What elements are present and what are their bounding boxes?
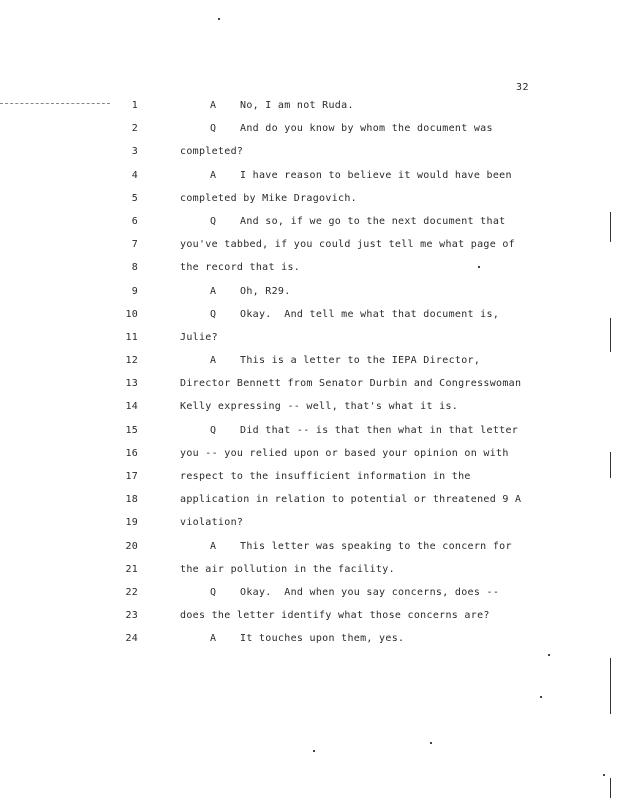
transcript-line [180,349,520,372]
scan-speck [610,240,611,242]
transcript-line [180,210,520,233]
transcript-line [180,164,520,187]
line-text: Kelly expressing -- well, that's what it is. [180,401,459,413]
line-number: 13 [125,378,138,390]
speaker-label: Q [210,308,217,320]
transcript-line [180,233,520,256]
line-number: 6 [131,215,138,227]
line-number-column [112,94,138,651]
transcript-line [180,535,520,558]
line-text: the air pollution in the facility. [180,563,395,575]
speaker-label: A [210,169,217,181]
speaker-label: Q [210,424,217,436]
line-number: 24 [125,633,138,645]
transcript-line [180,187,520,210]
line-text: Julie? [180,331,218,343]
speaker-label: A [210,100,217,111]
transcript-line [180,558,520,581]
line-number: 14 [125,401,138,413]
line-number: 9 [131,285,138,297]
speaker-label: A [210,285,217,297]
line-text: Okay. And when you say concerns, does -- [240,586,500,598]
line-text: Did that -- is that then what in that letter [240,424,519,436]
transcript-line [180,442,520,465]
transcript-line [180,140,520,163]
line-text: And do you know by whom the document was [240,123,493,135]
page-number: 32 [515,82,529,93]
line-text: This letter was speaking to the concern for [240,540,512,552]
transcript-line [180,117,520,140]
line-number: 20 [125,540,138,552]
line-number: 18 [125,494,138,506]
transcript-line [180,627,520,650]
line-text: the record that is. [180,262,301,274]
transcript-line [180,511,520,534]
line-number: 4 [131,169,138,181]
scan-speck [548,654,550,656]
line-text: Oh, R29. [240,285,291,297]
line-number: 21 [125,563,138,575]
line-number: 1 [131,100,138,111]
transcript-line [180,419,520,442]
speaker-label: A [210,355,217,367]
transcript-line [180,256,520,279]
line-text: completed? [180,146,244,158]
line-number: 17 [125,471,138,482]
line-number: 10 [125,308,138,320]
line-text: you -- you relied upon or based your opinion on with [180,447,509,459]
line-text: you've tabbed, if you could just tell me what page of [180,239,515,251]
line-text: It touches upon them, yes. [240,633,405,645]
line-number: 5 [131,192,138,204]
transcript-line [180,303,520,326]
speaker-label: A [210,633,217,645]
line-text: This is a letter to the IEPA Director, [240,355,481,367]
line-text: completed by Mike Dragovich. [180,192,357,204]
scan-speck [540,696,542,698]
line-text: respect to the insufficient information in the [180,471,471,482]
scan-edge-mark [610,658,611,714]
transcript-line [180,604,520,627]
scan-edge-mark [610,318,611,352]
line-number: 19 [125,517,138,529]
line-text: I have reason to believe it would have been [240,169,512,181]
transcript-line [180,465,520,488]
speaker-label: Q [210,123,217,135]
line-number: 16 [125,447,138,459]
transcript-line [180,395,520,418]
line-text: violation? [180,517,244,529]
scan-speck [218,18,220,20]
line-number: 8 [131,262,138,274]
line-number: 7 [131,239,138,251]
scan-speck [603,774,605,776]
line-text: does the letter identify what those concerns are? [180,610,490,622]
line-number: 22 [125,586,138,598]
line-text: Director Bennett from Senator Durbin and Congresswoman [180,378,522,390]
scan-edge-mark [610,778,611,798]
scan-artifact-line [0,103,110,105]
transcript-line [180,581,520,604]
transcript-line [180,488,520,511]
line-text: And so, if we go to the next document that [240,215,506,227]
scan-speck [430,742,432,744]
scan-speck [478,266,480,268]
speaker-label: Q [210,586,217,598]
transcript-line [180,372,520,395]
transcript-line [180,280,520,303]
line-number: 23 [125,610,138,622]
speaker-label: A [210,540,217,552]
line-number: 12 [125,355,138,367]
scan-edge-mark [610,212,611,240]
transcript-line [180,94,520,117]
transcript-line [180,326,520,349]
line-number: 2 [131,123,138,135]
line-number: 15 [125,424,138,436]
line-text: application in relation to potential or threatened 9 A [180,494,522,506]
line-text: Okay. And tell me what that document is, [240,308,500,320]
speaker-label: Q [210,215,217,227]
line-number: 11 [125,331,138,343]
line-number: 3 [131,146,138,158]
transcript-text [180,94,520,651]
scan-edge-mark [610,452,611,478]
line-text: No, I am not Ruda. [240,100,354,111]
scan-speck [313,750,315,752]
